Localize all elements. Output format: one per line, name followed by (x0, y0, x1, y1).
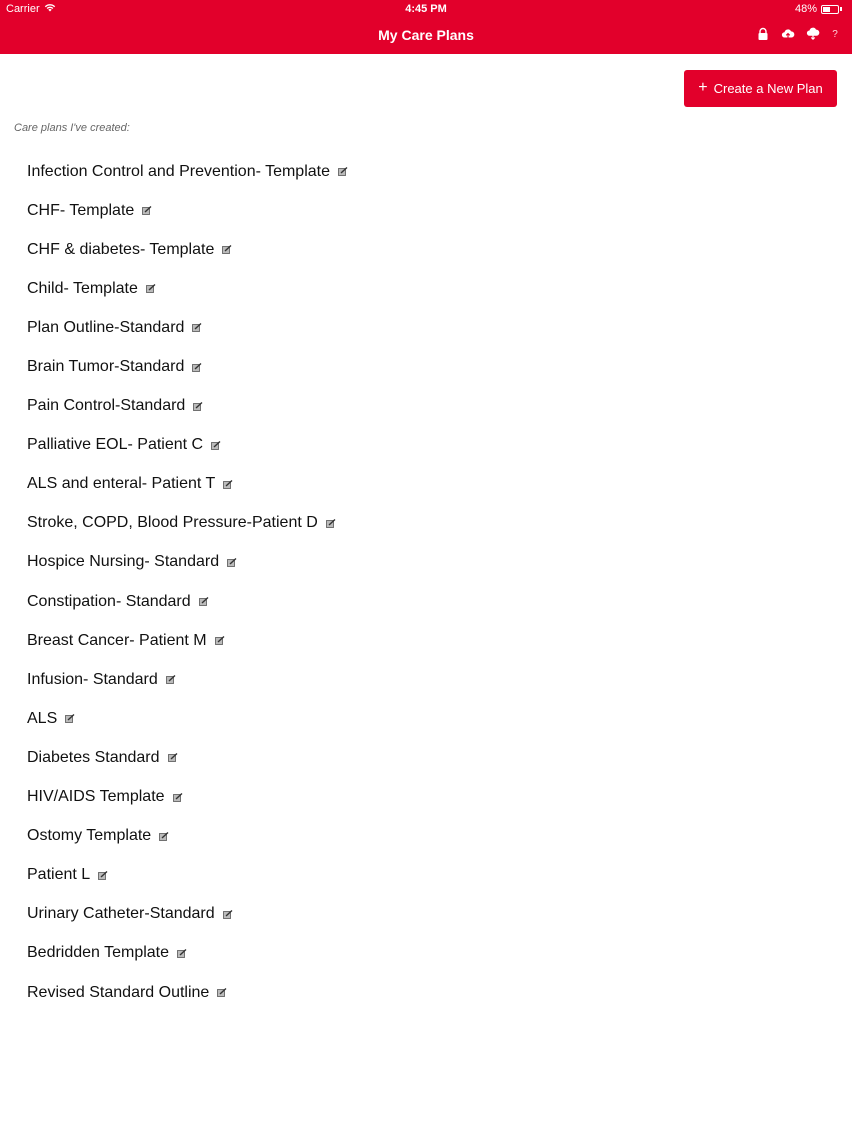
cloud-download-icon[interactable] (805, 26, 821, 42)
edit-icon[interactable] (326, 519, 336, 528)
section-label: Care plans I've created: (14, 122, 130, 134)
plan-name[interactable]: Urinary Catheter-Standard (27, 905, 215, 923)
cloud-upload-icon[interactable] (780, 26, 796, 42)
plus-icon: + (698, 78, 708, 96)
edit-icon[interactable] (177, 949, 187, 958)
plan-name[interactable]: Breast Cancer- Patient M (27, 631, 207, 649)
edit-icon[interactable] (192, 323, 202, 332)
plan-name[interactable]: Infusion- Standard (27, 670, 158, 688)
edit-icon[interactable] (227, 558, 237, 567)
edit-icon[interactable] (173, 793, 183, 802)
edit-icon[interactable] (192, 363, 202, 372)
edit-icon[interactable] (98, 871, 108, 880)
list-item[interactable] (27, 152, 348, 191)
battery-tip (840, 7, 842, 11)
edit-icon[interactable] (146, 284, 156, 293)
plan-name[interactable]: CHF- Template (27, 201, 135, 219)
list-item[interactable] (27, 817, 348, 856)
list-item[interactable] (27, 895, 348, 934)
header-actions (755, 26, 840, 42)
list-item[interactable] (27, 738, 348, 777)
plan-name[interactable]: Ostomy Template (27, 827, 152, 845)
list-item[interactable] (27, 191, 348, 230)
list-item[interactable] (27, 660, 348, 699)
create-new-plan-button[interactable] (684, 70, 837, 107)
list-item[interactable] (27, 465, 348, 504)
edit-icon[interactable] (142, 206, 152, 215)
edit-icon[interactable] (222, 245, 232, 254)
status-time: 4:45 PM (405, 3, 447, 15)
plan-name[interactable]: HIV/AIDS Template (27, 788, 165, 806)
list-item[interactable] (27, 269, 348, 308)
edit-icon[interactable] (199, 597, 209, 606)
list-item[interactable] (27, 543, 348, 582)
status-bar (0, 0, 852, 18)
plan-name[interactable]: ALS (27, 709, 58, 727)
list-item[interactable] (27, 699, 348, 738)
plan-name[interactable]: Infection Control and Prevention- Template (27, 162, 330, 180)
plan-name[interactable]: Revised Standard Outline (27, 983, 210, 1001)
list-item[interactable] (27, 230, 348, 269)
edit-icon[interactable] (168, 753, 178, 762)
list-item[interactable] (27, 582, 348, 621)
plan-name[interactable]: ALS and enteral- Patient T (27, 475, 216, 493)
edit-icon[interactable] (166, 675, 176, 684)
battery-percent: 48% (794, 3, 817, 15)
plan-name[interactable]: Stroke, COPD, Blood Pressure-Patient D (27, 514, 318, 532)
list-item[interactable] (27, 934, 348, 973)
help-icon[interactable]: ? (832, 28, 838, 40)
list-item[interactable] (27, 778, 348, 817)
list-item[interactable] (27, 621, 348, 660)
plan-name[interactable]: Pain Control-Standard (27, 397, 186, 415)
list-item[interactable] (27, 504, 348, 543)
edit-icon[interactable] (223, 910, 233, 919)
edit-icon[interactable] (223, 480, 233, 489)
plan-name[interactable]: Patient L (27, 866, 91, 884)
edit-icon[interactable] (211, 441, 221, 450)
list-item[interactable] (27, 308, 348, 347)
battery-indicator (795, 3, 842, 15)
lock-icon[interactable] (755, 26, 771, 42)
carrier-label: Carrier (6, 3, 40, 15)
page-title: My Care Plans (378, 27, 474, 43)
list-item[interactable] (27, 856, 348, 895)
edit-icon[interactable] (65, 714, 75, 723)
plan-name[interactable]: Constipation- Standard (27, 592, 191, 610)
plan-name[interactable]: Palliative EOL- Patient C (27, 436, 204, 454)
edit-icon[interactable] (338, 167, 348, 176)
plan-name[interactable]: Brain Tumor-Standard (27, 358, 185, 376)
list-item[interactable] (27, 973, 348, 1012)
edit-icon[interactable] (159, 832, 169, 841)
list-item[interactable] (27, 387, 348, 426)
edit-icon[interactable] (217, 988, 227, 997)
battery-icon (821, 5, 839, 14)
edit-icon[interactable] (215, 636, 225, 645)
list-item[interactable] (27, 426, 348, 465)
app-header (0, 0, 852, 54)
care-plan-list (27, 152, 348, 1012)
list-item[interactable] (27, 347, 348, 386)
plan-name[interactable]: Child- Template (27, 279, 138, 297)
edit-icon[interactable] (193, 402, 203, 411)
plan-name[interactable]: CHF & diabetes- Template (27, 240, 215, 258)
create-new-plan-label: Create a New Plan (713, 81, 823, 96)
plan-name[interactable]: Bedridden Template (27, 944, 170, 962)
plan-name[interactable]: Hospice Nursing- Standard (27, 553, 220, 571)
plan-name[interactable]: Diabetes Standard (27, 748, 160, 766)
plan-name[interactable]: Plan Outline-Standard (27, 318, 185, 336)
